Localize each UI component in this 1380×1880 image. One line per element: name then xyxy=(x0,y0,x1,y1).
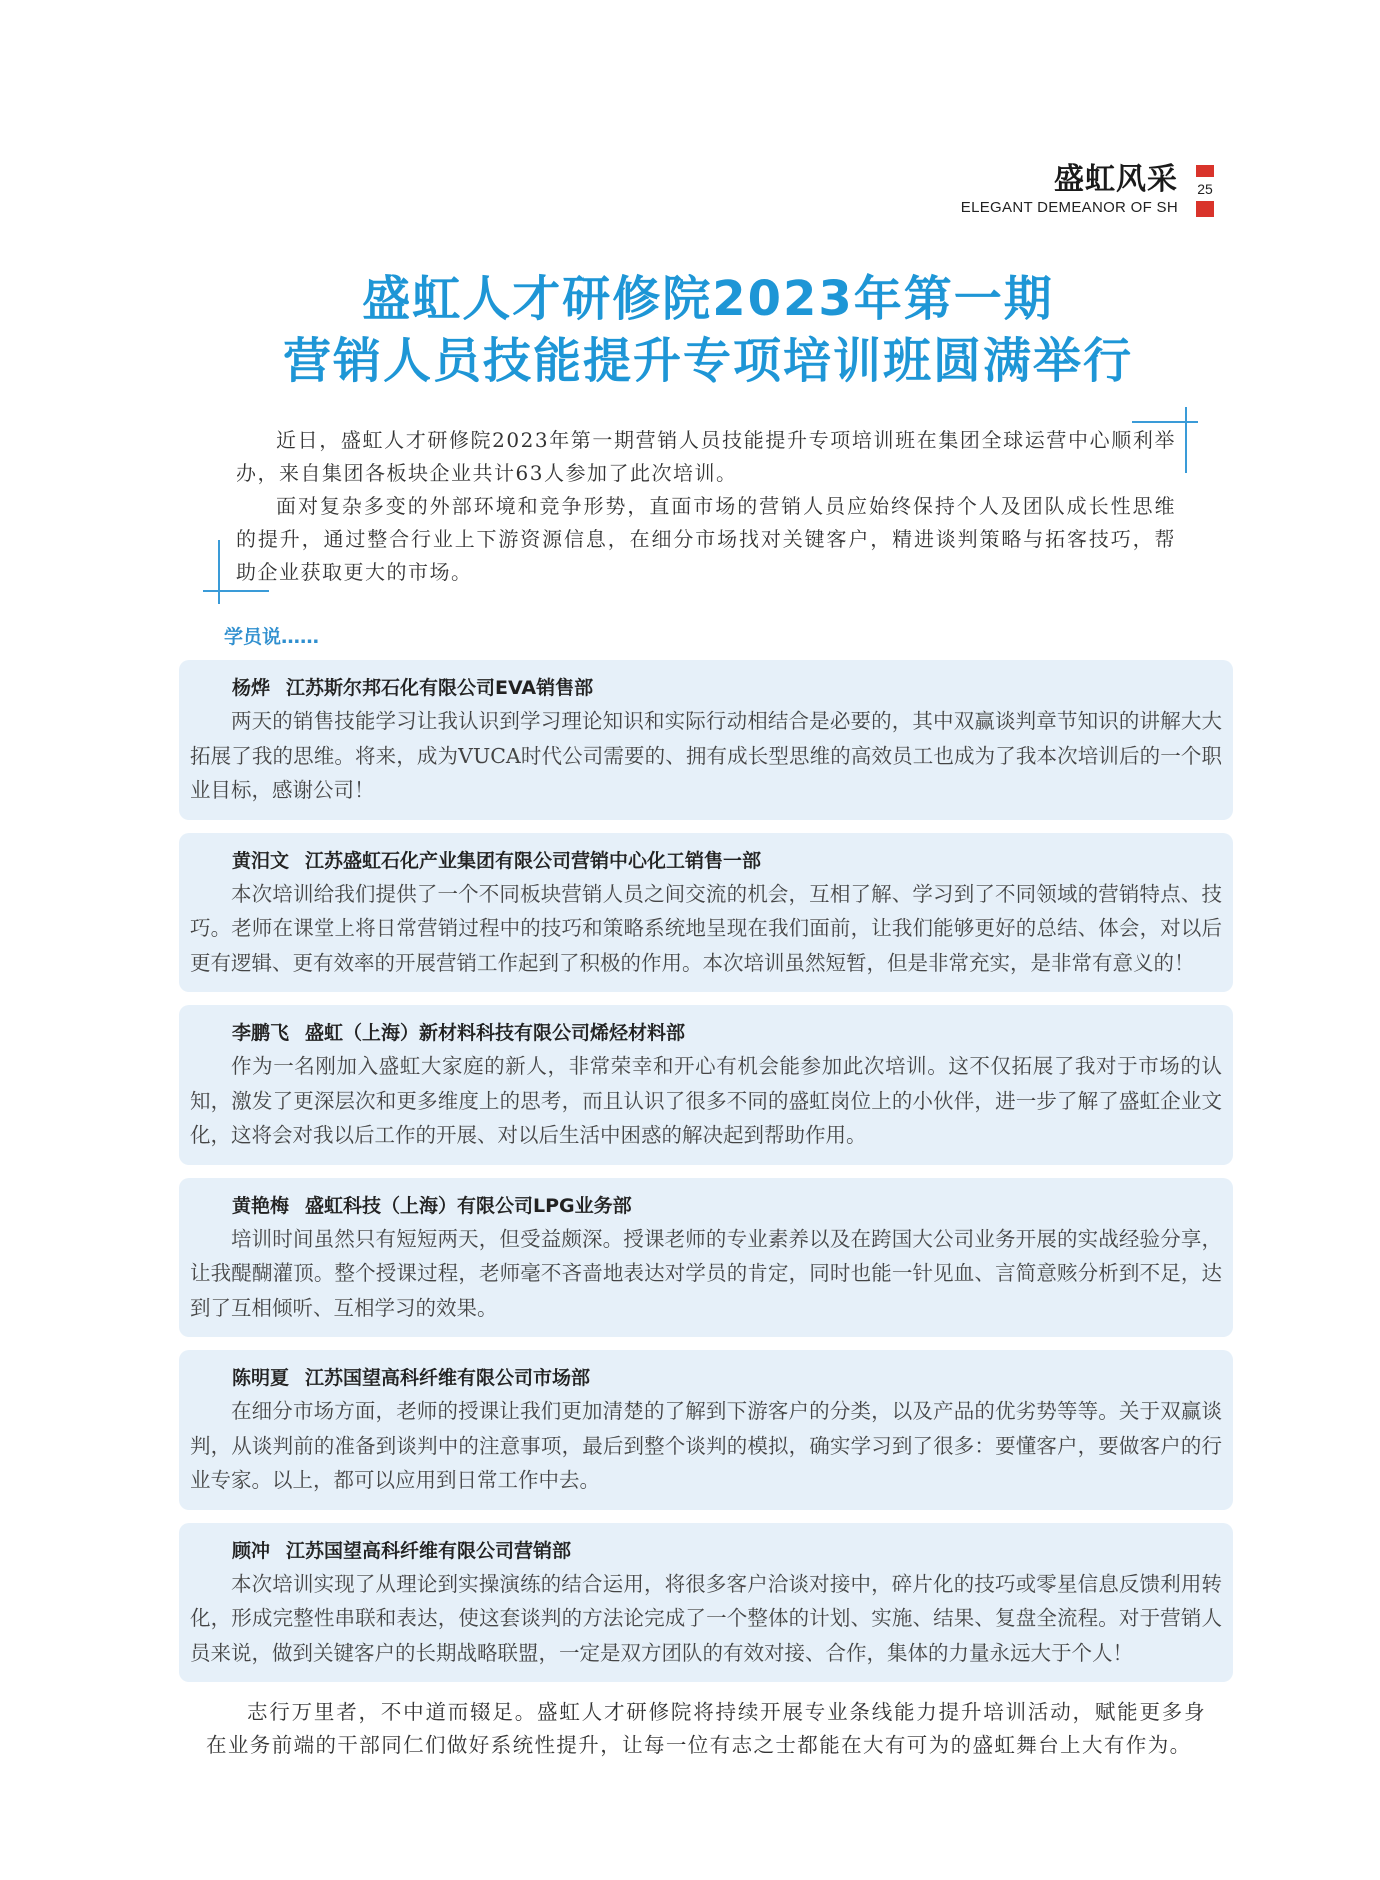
testimonial-author xyxy=(190,672,1222,704)
section-title: 盛虹风采 xyxy=(1054,162,1178,197)
decorative-line-bottom-horizontal xyxy=(203,590,269,592)
testimonial-text: 培训时间虽然只有短短两天，但受益颇深。授课老师的专业素养以及在跨国大公司业务开展的实战经验分享，让我醍醐灌顶。整个授课过程，老师毫不吝啬地表达对学员的肯定，同时也能一针见血、言简意赅分析到不足，达到了互相倾听、互相学习的效果。 xyxy=(190,1226,1222,1320)
page-marker-red-block-top xyxy=(1196,165,1214,177)
testimonial-card xyxy=(179,660,1233,820)
testimonial-name: 黄艳梅 xyxy=(232,1194,290,1217)
testimonial-name: 顾冲 xyxy=(232,1539,271,1562)
testimonial-company: 江苏国望高科纤维有限公司营销部 xyxy=(286,1539,572,1562)
testimonial-card xyxy=(179,1350,1233,1510)
article-title-line-2: 营销人员技能提升专项培训班圆满举行 xyxy=(282,333,1133,389)
testimonial-company: 江苏盛虹石化产业集团有限公司营销中心化工销售一部 xyxy=(305,849,762,872)
testimonial-card xyxy=(179,1178,1233,1338)
testimonial-text: 作为一名刚加入盛虹大家庭的新人，非常荣幸和开心有机会能参加此次培训。这不仅拓展了我对于市场的认知，激发了更深层次和更多维度上的思考，而且认识了很多不同的盛虹岗位上的小伙伴，进一步了解了盛虹企业文化，这将会对我以后工作的开展、对以后生活中困惑的解决起到帮助作用。 xyxy=(190,1054,1222,1147)
page-number: 25 xyxy=(1197,181,1213,197)
testimonials-section xyxy=(179,620,1233,1762)
testimonial-card xyxy=(179,1005,1233,1165)
testimonial-text: 本次培训给我们提供了一个不同板块营销人员之间交流的机会，互相了解、学习到了不同领域的营销特点、技巧。老师在课堂上将日常营销过程中的技巧和策略系统地呈现在我们面前，让我们能够更好的总结、体会，对以后更有逻辑、更有效率的开展营销工作起到了积极的作用。本次培训虽然短暂，但是非常充实，是非常有意义的！ xyxy=(190,881,1222,975)
testimonial-card xyxy=(179,1523,1233,1683)
article-title xyxy=(236,268,1180,392)
testimonial-name: 黄汨文 xyxy=(232,849,290,872)
section-header xyxy=(961,163,1178,217)
testimonial-author xyxy=(190,1190,1222,1222)
testimonial-name: 杨烨 xyxy=(232,677,271,699)
decorative-line-top-vertical xyxy=(1185,407,1187,473)
testimonial-author xyxy=(190,1017,1222,1049)
testimonial-author xyxy=(190,1535,1222,1567)
page-number-marker xyxy=(1196,165,1214,217)
article-intro xyxy=(236,424,1176,589)
testimonial-text: 本次培训实现了从理论到实操演练的结合运用，将很多客户洽谈对接中，碎片化的技巧或零星信息反馈利用转化，形成完整性串联和表达，使这套谈判的方法论完成了一个整体的计划、实施、结果、复盘全流程。对于营销人员来说，做到关键客户的长期战略联盟，一定是双方团队的有效对接、合作，集体的力量永远大于个人！ xyxy=(190,1571,1222,1665)
intro-paragraph: 近日，盛虹人才研修院2023年第一期营销人员技能提升专项培训班在集团全球运营中心顺利举办，来自集团各板块企业共计63人参加了此次培训。 xyxy=(236,428,1176,485)
testimonial-author xyxy=(190,845,1222,877)
testimonial-card xyxy=(179,833,1233,993)
article-title-line-1: 盛虹人才研修院2023年第一期 xyxy=(362,271,1054,327)
testimonial-company: 江苏国望高科纤维有限公司市场部 xyxy=(305,1367,591,1389)
testimonial-company: 江苏斯尔邦石化有限公司EVA销售部 xyxy=(286,677,594,699)
testimonial-text: 在细分市场方面，老师的授课让我们更加清楚的了解到下游客户的分类，以及产品的优劣势等等。关于双赢谈判，从谈判前的准备到谈判中的注意事项，最后到整个谈判的模拟，确实学习到了很多：要懂客户，要做客户的行业专家。以上，都可以应用到日常工作中去。 xyxy=(190,1399,1222,1492)
section-subtitle: ELEGANT DEMEANOR OF SH xyxy=(960,199,1178,216)
testimonial-company: 盛虹科技（上海）有限公司LPG业务部 xyxy=(305,1194,632,1217)
decorative-line-bottom-vertical xyxy=(218,540,220,604)
intro-paragraph: 面对复杂多变的外部环境和竞争形势，直面市场的营销人员应始终保持个人及团队成长性思维的提升，通过整合行业上下游资源信息，在细分市场找对关键客户，精进谈判策略与拓客技巧，帮助企业获取更大的市场。 xyxy=(236,494,1176,584)
testimonials-label: 学员说…… xyxy=(224,626,320,648)
testimonial-company: 盛虹（上海）新材料科技有限公司烯烃材料部 xyxy=(305,1022,686,1044)
testimonial-author xyxy=(190,1362,1222,1394)
decorative-line-top-horizontal xyxy=(1132,421,1198,423)
testimonial-text: 两天的销售技能学习让我认识到学习理论知识和实际行动相结合是必要的，其中双赢谈判章节知识的讲解大大拓展了我的思维。将来，成为VUCA时代公司需要的、拥有成长型思维的高效员工也成为了我本次培训后的一个职业目标，感谢公司！ xyxy=(190,709,1222,802)
testimonial-name: 李鹏飞 xyxy=(232,1022,290,1044)
closing-paragraph: 志行万里者，不中道而辍足。盛虹人才研修院将持续开展专业条线能力提升培训活动，赋能更多身在业务前端的干部同仁们做好系统性提升，让每一位有志之士都能在大有可为的盛虹舞台上大有作为。 xyxy=(206,1700,1206,1757)
testimonial-name: 陈明夏 xyxy=(232,1367,290,1389)
page-marker-red-block-bottom xyxy=(1196,201,1214,217)
